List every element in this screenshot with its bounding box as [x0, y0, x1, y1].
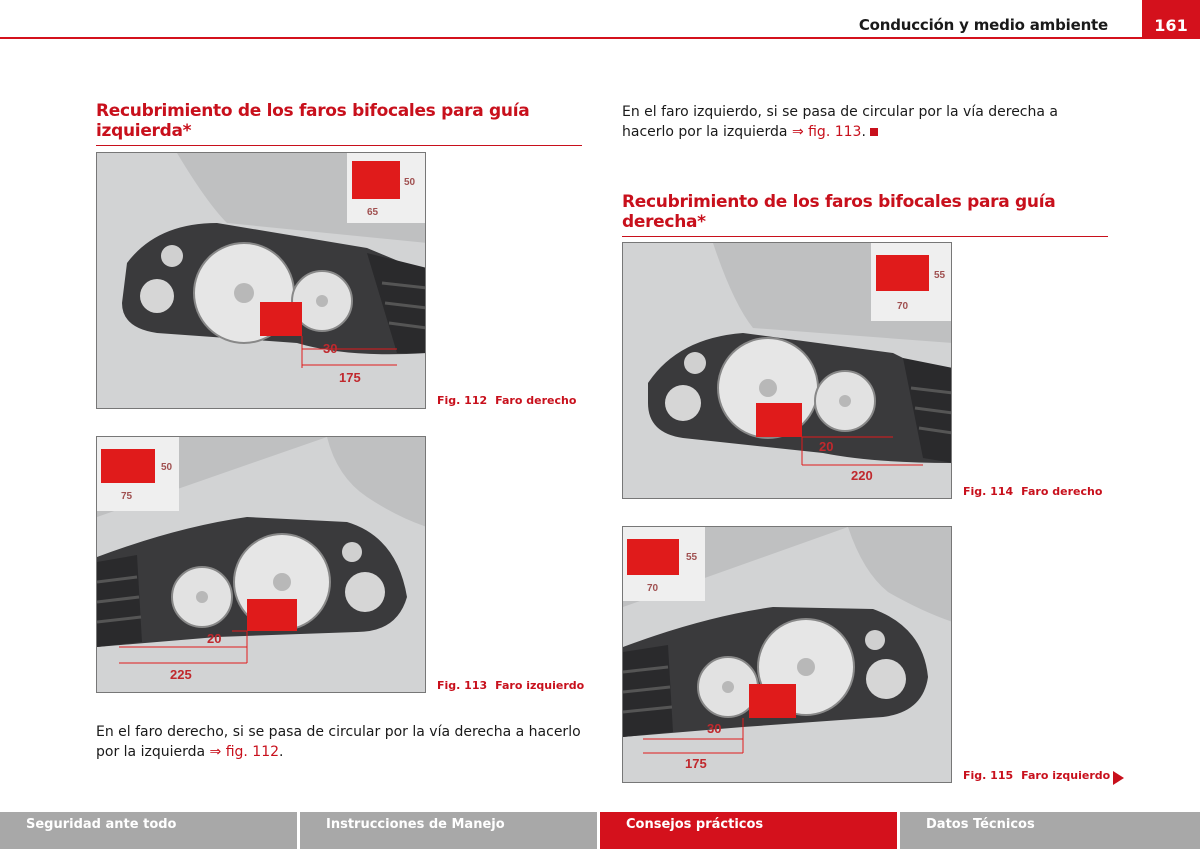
footer-tab-instrucciones[interactable]: Instrucciones de Manejo: [300, 812, 597, 849]
figure-114-number: Fig. 114: [963, 485, 1014, 498]
figure-113-inset-height-label: 50: [161, 462, 173, 473]
figure-115-number: Fig. 115: [963, 769, 1014, 782]
section-heading-left-hand-drive: Recubrimiento de los faros bifocales para guía izquierda*: [96, 101, 582, 146]
paragraph-left-headlight: [622, 102, 1112, 142]
figure-114-inset-height-label: 55: [934, 270, 946, 281]
figure-115-inset-width-label: 70: [647, 583, 659, 594]
figure-112-inset-width-label: 65: [367, 207, 379, 218]
figure-113-inset-width-label: 75: [121, 491, 133, 502]
page-number: 161: [1142, 0, 1200, 38]
figure-115-caption: [963, 769, 1110, 782]
footer-navigation: [0, 812, 1200, 849]
figure-114-label: Faro derecho: [1021, 485, 1103, 498]
figure-113-link[interactable]: ⇒ fig. 113: [791, 124, 862, 140]
paragraph-left-headlight-text: En el faro izquierdo, si se pasa de circular por la vía derecha a hacerlo por la izquierda: [622, 104, 1058, 140]
figure-112-number: Fig. 112: [437, 394, 488, 407]
section-heading-right-hand-drive: Recubrimiento de los faros bifocales para guía derecha*: [622, 192, 1108, 237]
figure-112-image: [96, 152, 426, 409]
footer-tab-seguridad[interactable]: Seguridad ante todo: [0, 812, 297, 849]
figure-115-distance-label: 175: [685, 756, 707, 771]
figure-112-link[interactable]: ⇒ fig. 112: [209, 744, 280, 760]
figure-115-image: [622, 526, 952, 783]
footer-tab-consejos[interactable]: Consejos prácticos: [600, 812, 897, 849]
figure-112-distance-label: 175: [339, 370, 361, 385]
end-of-section-square-icon: [870, 128, 878, 136]
figure-115-offset-label: 30: [707, 721, 722, 736]
figure-114-offset-label: 20: [819, 439, 834, 454]
figure-112-caption: [437, 394, 576, 407]
paragraph-right-headlight-end: .: [279, 744, 284, 760]
header-rule: [0, 37, 1200, 39]
figure-115-inset-height-label: 55: [686, 552, 698, 563]
figure-113-caption: [437, 679, 584, 692]
figure-115-label: Faro izquierdo: [1021, 769, 1111, 782]
paragraph-right-headlight-text: En el faro derecho, si se pasa de circular por la vía derecha a hacerlo por la izquierda: [96, 724, 581, 760]
figure-114-caption: [963, 485, 1102, 498]
figure-114-image: [622, 242, 952, 499]
figure-114-distance-label: 220: [851, 468, 873, 483]
figure-113-distance-label: 225: [170, 667, 192, 682]
figure-113-label: Faro izquierdo: [495, 679, 585, 692]
next-page-arrow-icon[interactable]: [1113, 771, 1124, 785]
paragraph-right-headlight: [96, 722, 586, 762]
figure-112-offset-label: 30: [323, 341, 338, 356]
figure-113-image: [96, 436, 426, 693]
figure-113-number: Fig. 113: [437, 679, 488, 692]
figure-113-offset-label: 20: [207, 631, 222, 646]
figure-112-inset-height-label: 50: [404, 177, 416, 188]
running-header-title: Conducción y medio ambiente: [858, 16, 1108, 34]
figure-114-inset-width-label: 70: [897, 301, 909, 312]
footer-tab-datos[interactable]: Datos Técnicos: [900, 812, 1200, 849]
figure-112-label: Faro derecho: [495, 394, 577, 407]
paragraph-left-headlight-end: .: [861, 124, 866, 140]
